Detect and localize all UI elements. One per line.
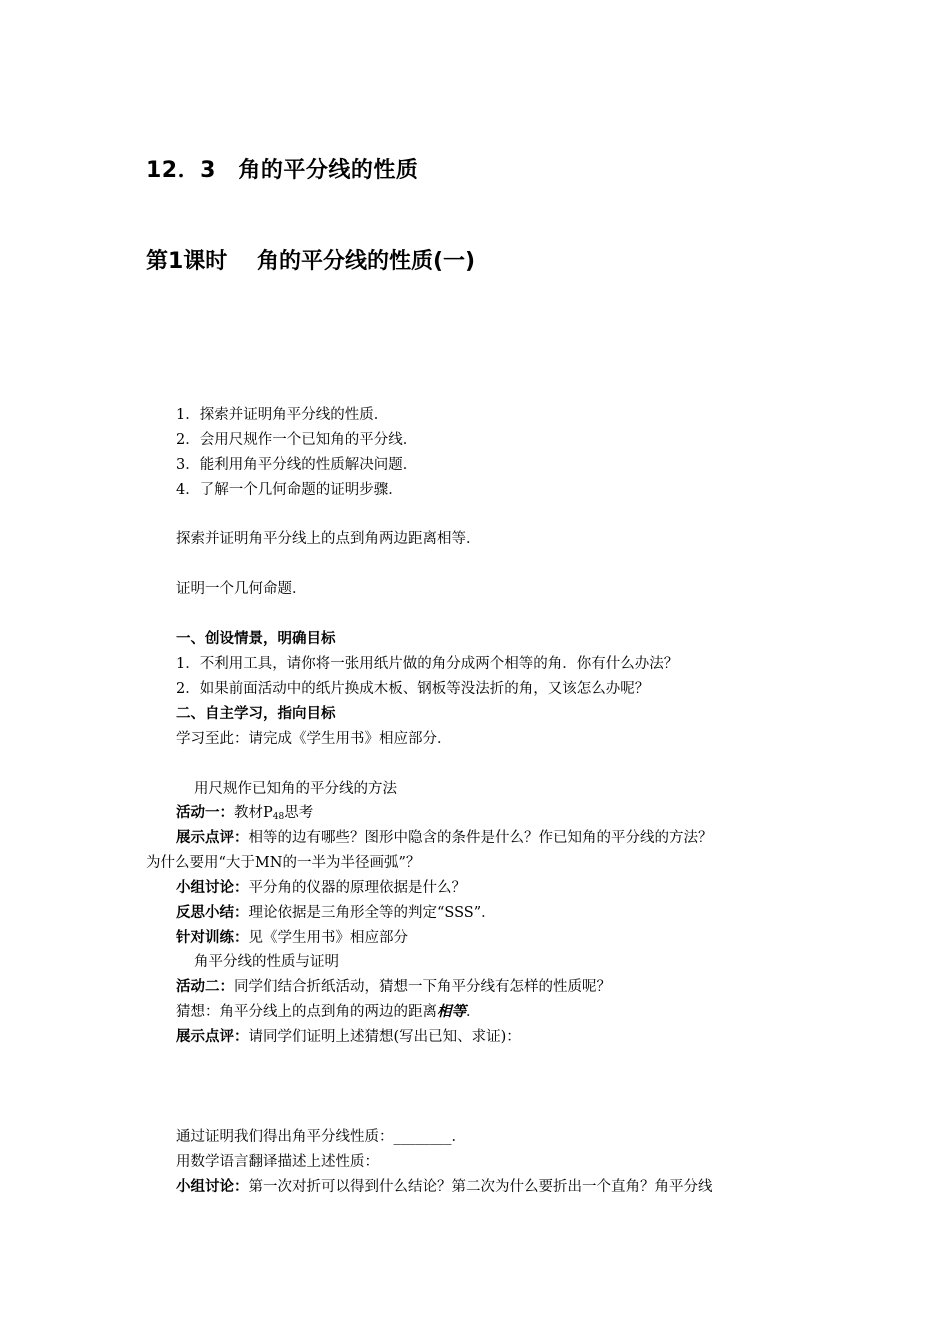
review1-text: 相等的边有哪些？图形中隐含的条件是什么？作已知角的平分线的方法？ bbox=[248, 830, 713, 846]
review2-text: 请同学们证明上述猜想(写出已知、求证)： bbox=[248, 1029, 521, 1045]
section1-item-1: 1．不利用工具，请你将一张用纸片做的角分成两个相等的角．你有什么办法？ bbox=[176, 656, 679, 672]
section1-heading: 一、创设情景，明确目标 bbox=[176, 631, 336, 647]
reflect-text: 理论依据是三角形全等的判定“SSS”． bbox=[248, 905, 496, 921]
reflect-label: 反思小结： bbox=[176, 905, 249, 921]
group2 bbox=[176, 1177, 713, 1197]
review1-label: 展示点评： bbox=[176, 830, 249, 846]
section2-text: 学习至此：请完成《学生用书》相应部分． bbox=[176, 731, 452, 747]
review2-label: 展示点评： bbox=[176, 1029, 249, 1045]
group2-label: 小组讨论： bbox=[176, 1179, 249, 1195]
guess-text: 猜想：角平分线上的点到角的两边的距离 bbox=[176, 1004, 437, 1020]
topic2-title: 角平分线的性质与证明 bbox=[194, 954, 339, 970]
review2 bbox=[176, 1027, 521, 1047]
conclusion-line2: 用数学语言翻译描述上述性质： bbox=[176, 1154, 379, 1170]
activity1-page-sub: 48 bbox=[272, 812, 285, 822]
train-text: 见《学生用书》相应部分 bbox=[248, 930, 408, 946]
activity1-label: 活动一： bbox=[176, 805, 234, 821]
guess bbox=[176, 1002, 481, 1022]
group1-label: 小组讨论： bbox=[176, 880, 249, 896]
guess-end: ． bbox=[466, 1004, 481, 1020]
section1-item-2: 2．如果前面活动中的纸片换成木板、钢板等没法折的角，又该怎么办呢？ bbox=[176, 681, 650, 697]
group1 bbox=[176, 878, 466, 898]
activity1-text-end: 思考 bbox=[284, 805, 314, 821]
key-point: 探索并证明角平分线上的点到角两边距离相等． bbox=[176, 531, 481, 547]
review1-continued: 为什么要用“大于MN的一半为半径画弧”？ bbox=[146, 855, 421, 871]
page-title: 12．3 角的平分线的性质 bbox=[146, 158, 419, 183]
review1 bbox=[176, 828, 713, 848]
objective-2: 2．会用尺规作一个已知角的平分线． bbox=[176, 432, 418, 448]
train-label: 针对训练： bbox=[176, 930, 249, 946]
group2-text: 第一次对折可以得到什么结论？第二次为什么要折出一个直角？角平分线 bbox=[248, 1179, 713, 1195]
reflect bbox=[176, 903, 496, 923]
objective-1: 1．探索并证明角平分线的性质． bbox=[176, 407, 389, 423]
activity2 bbox=[176, 977, 611, 997]
lesson-subtitle: 第1课时 角的平分线的性质(一) bbox=[146, 249, 476, 274]
activity2-text: 同学们结合折纸活动，猜想一下角平分线有怎样的性质呢？ bbox=[234, 979, 611, 995]
train bbox=[176, 928, 408, 948]
activity1 bbox=[176, 803, 313, 827]
conclusion-line1: 通过证明我们得出角平分线性质：________． bbox=[176, 1129, 466, 1145]
objective-3: 3．能利用角平分线的性质解决问题． bbox=[176, 457, 418, 473]
objective-4: 4．了解一个几何命题的证明步骤． bbox=[176, 482, 403, 498]
activity1-text: 教材P bbox=[234, 805, 273, 821]
difficulty: 证明一个几何命题． bbox=[176, 581, 307, 597]
activity2-label: 活动二： bbox=[176, 979, 234, 995]
group1-text: 平分角的仪器的原理依据是什么？ bbox=[248, 880, 466, 896]
guess-answer: 相等 bbox=[437, 1004, 466, 1020]
section2-heading: 二、自主学习，指向目标 bbox=[176, 706, 336, 722]
topic1-title: 用尺规作已知角的平分线的方法 bbox=[194, 781, 397, 797]
